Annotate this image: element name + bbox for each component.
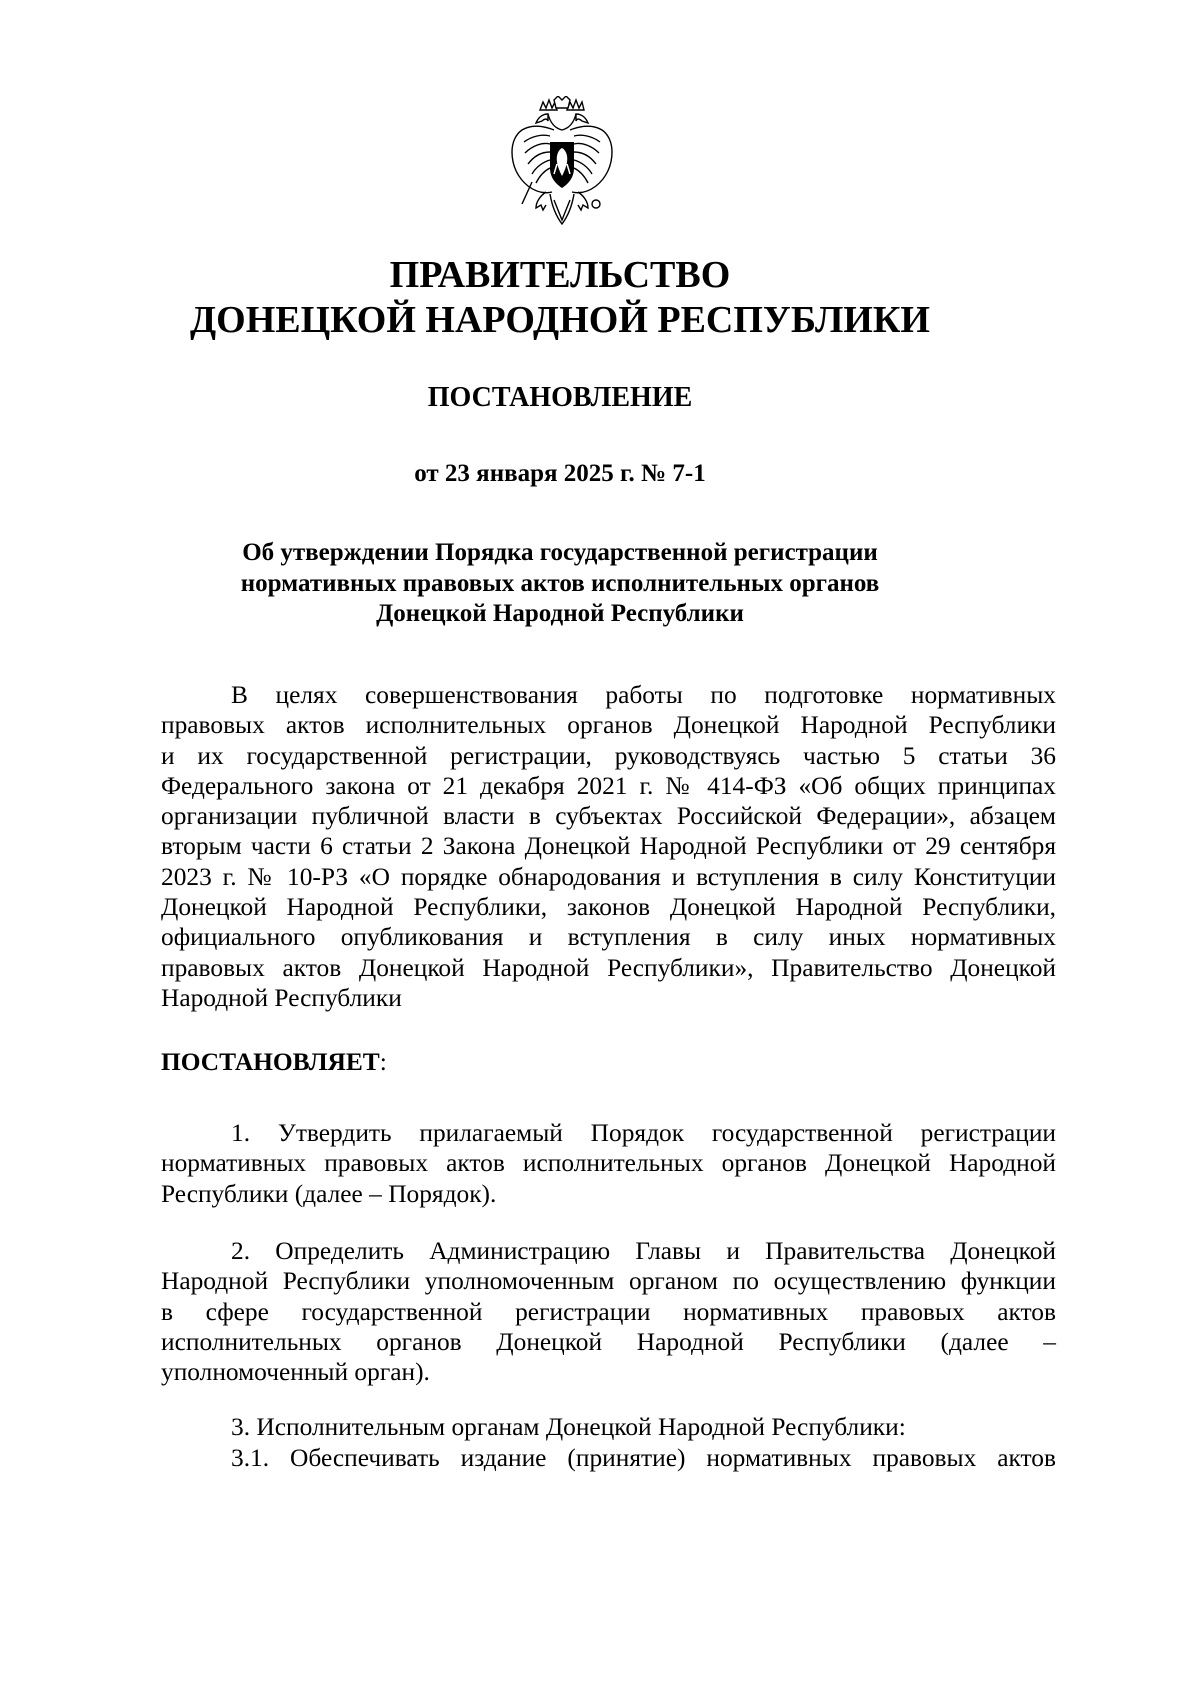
preamble-line: и их государственной регистрации, руководствуясь частью 5 статьи 36: [161, 741, 1056, 770]
item-2-line: 2. Определить Администрацию Главы и Правительства Донецкой: [231, 1237, 1056, 1265]
preamble-line: Донецкой Народной Республики, законов Донецкой Народной Республики,: [161, 893, 1056, 922]
document-subject: [0, 538, 1120, 630]
item-3-line: 3. Исполнительным органам Донецкой Народной Республики:: [231, 1413, 906, 1441]
preamble-line: правовых актов исполнительных органов Донецкой Народной Республики: [161, 711, 1056, 740]
item-2-line: исполнительных органов Донецкой Народной Республики (далее –: [161, 1327, 1056, 1356]
resolves-heading: [161, 1046, 387, 1078]
item-2-paragraph: [161, 1236, 1056, 1387]
item-1-paragraph: [161, 1118, 1056, 1209]
preamble-line: организации публичной власти в субъектах Российской Федерации», абзацем: [161, 802, 1056, 831]
item-2-line: в сфере государственной регистрации нормативных правовых актов: [161, 1297, 1056, 1326]
subject-line: нормативных правовых актов исполнительных органов: [240, 569, 880, 597]
resolves-word: ПОСТАНОВЛЯЕТ: [161, 1048, 380, 1076]
preamble-line: Федерального закона от 21 декабря 2021 г. № 414-ФЗ «Об общих принципах: [161, 771, 1056, 800]
document-type-title: ПОСТАНОВЛЕНИЕ: [427, 382, 693, 413]
item-1-line: Республики (далее – Порядок).: [161, 1179, 497, 1208]
government-name-line1: ПРАВИТЕЛЬСТВО: [389, 254, 731, 296]
preamble-line: правовых актов Донецкой Народной Республики», Правительство Донецкой: [161, 953, 1056, 982]
subject-line: Донецкой Народной Республики: [376, 600, 744, 627]
coat-of-arms-icon: [510, 96, 614, 240]
subject-line: Об утверждении Порядка государственной регистрации: [242, 539, 878, 566]
item-3-paragraph: [161, 1412, 1056, 1442]
government-name-line2: ДОНЕЦКОЙ НАРОДНОЙ РЕСПУБЛИКИ: [190, 299, 930, 341]
resolves-colon: :: [379, 1048, 387, 1076]
item-2-line: Народной Республики уполномоченным органом по осуществлению функции: [161, 1267, 1056, 1296]
item-1-line: 1. Утвердить прилагаемый Порядок государственной регистрации: [231, 1119, 1056, 1147]
preamble-line: 2023 г. № 10-РЗ «О порядке обнародования и вступления в силу Конституции: [161, 862, 1056, 891]
preamble-line: Народной Республики: [161, 983, 402, 1012]
preamble-line: официального опубликования и вступления в силу иных нормативных: [161, 923, 1056, 952]
document-date-number: от 23 января 2025 г. № 7-1: [414, 460, 706, 487]
preamble-line: вторым части 6 статьи 2 Закона Донецкой Народной Республики от 29 сентября: [161, 832, 1056, 861]
item-1-line: нормативных правовых актов исполнительных органов Донецкой Народной: [161, 1149, 1056, 1178]
item-3-1-paragraph: [161, 1443, 1056, 1473]
preamble-line: В целях совершенствования работы по подготовке нормативных: [231, 681, 1056, 709]
item-3-1-line: 3.1. Обеспечивать издание (принятие) нормативных правовых актов: [231, 1444, 1056, 1472]
preamble-paragraph: [161, 680, 1056, 1013]
item-2-line: уполномоченный орган).: [161, 1358, 430, 1387]
